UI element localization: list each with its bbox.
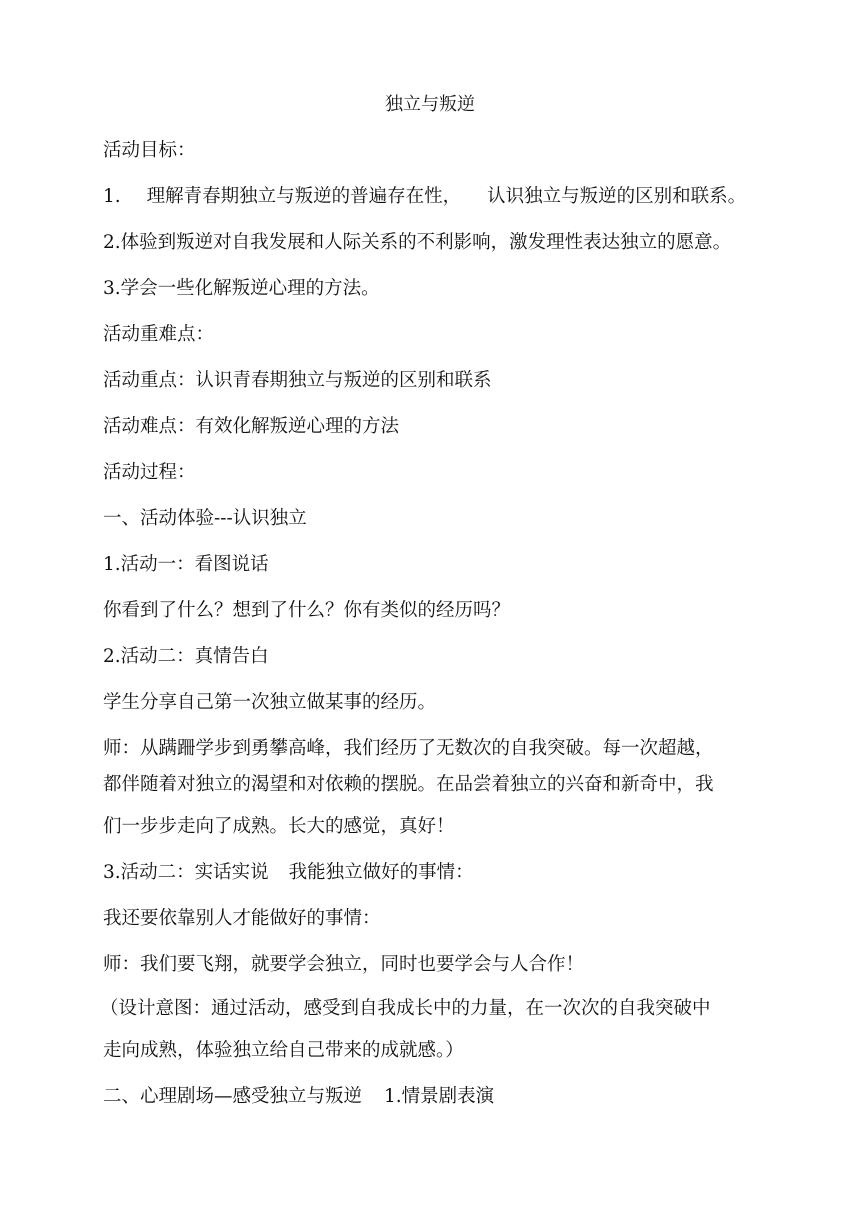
activity-3-title: 3.活动二：实话实说	[103, 862, 269, 883]
teacher-remark-1-line-3: 们一步步走向了成熟。长大的感觉，真好！	[103, 816, 455, 837]
goal-item-1-part-a: 理解青春期独立与叛逆的普遍存在性，	[146, 186, 462, 207]
design-intent-line-2: 走向成熟，体验独立给自己带来的成就感。）	[103, 1040, 464, 1061]
teacher-remark-1-line-1: 师：从蹒跚学步到勇攀高峰，我们经历了无数次的自我突破。每一次超越，	[103, 738, 714, 759]
activity-3-prompt-2: 我还要依靠别人才能做好的事情：	[103, 908, 381, 929]
section-2-subitem: 1.情景剧表演	[384, 1086, 495, 1107]
process-heading: 活动过程：	[103, 462, 196, 483]
activity-1-heading: 1.活动一：看图说话	[103, 554, 269, 575]
section-2-heading	[103, 1084, 494, 1110]
section-1-heading: 一、活动体验---认识独立	[103, 508, 307, 529]
key-point: 活动重点：认识青春期独立与叛逆的区别和联系	[103, 370, 492, 391]
document-title: 独立与叛逆	[385, 94, 475, 115]
key-heading: 活动重难点：	[103, 324, 215, 345]
design-intent-line-1: （设计意图：通过活动，感受到自我成长中的力量，在一次次的自我突破中	[100, 998, 711, 1019]
teacher-remark-2: 师：我们要飞翔，就要学会独立，同时也要学会与人合作！	[103, 954, 585, 975]
difficult-point: 活动难点：有效化解叛逆心理的方法	[103, 416, 400, 437]
teacher-remark-1-line-2: 都伴随着对独立的渴望和对依赖的摆脱。在品尝着独立的兴奋和新奇中，我	[103, 774, 714, 795]
goal-item-1-part-b: 认识独立与叛逆的区别和联系。	[487, 186, 747, 207]
activity-2-description: 学生分享自己第一次独立做某事的经历。	[103, 692, 437, 713]
goal-heading: 活动目标：	[103, 140, 196, 161]
activity-1-question: 你看到了什么？想到了什么？你有类似的经历吗？	[103, 600, 511, 621]
activity-3-heading	[103, 860, 474, 886]
section-2-title: 二、心理剧场—感受独立与叛逆	[103, 1086, 363, 1107]
goal-item-1-number: 1.	[103, 186, 121, 207]
activity-3-prompt-1: 我能独立做好的事情：	[288, 862, 474, 883]
activity-2-heading: 2.活动二：真情告白	[103, 646, 269, 667]
goal-item-3: 3.学会一些化解叛逆心理的方法。	[103, 278, 380, 299]
goal-item-2: 2.体验到叛逆对自我发展和人际关系的不利影响，激发理性表达独立的愿意。	[103, 232, 732, 253]
goal-item-1	[103, 184, 746, 210]
